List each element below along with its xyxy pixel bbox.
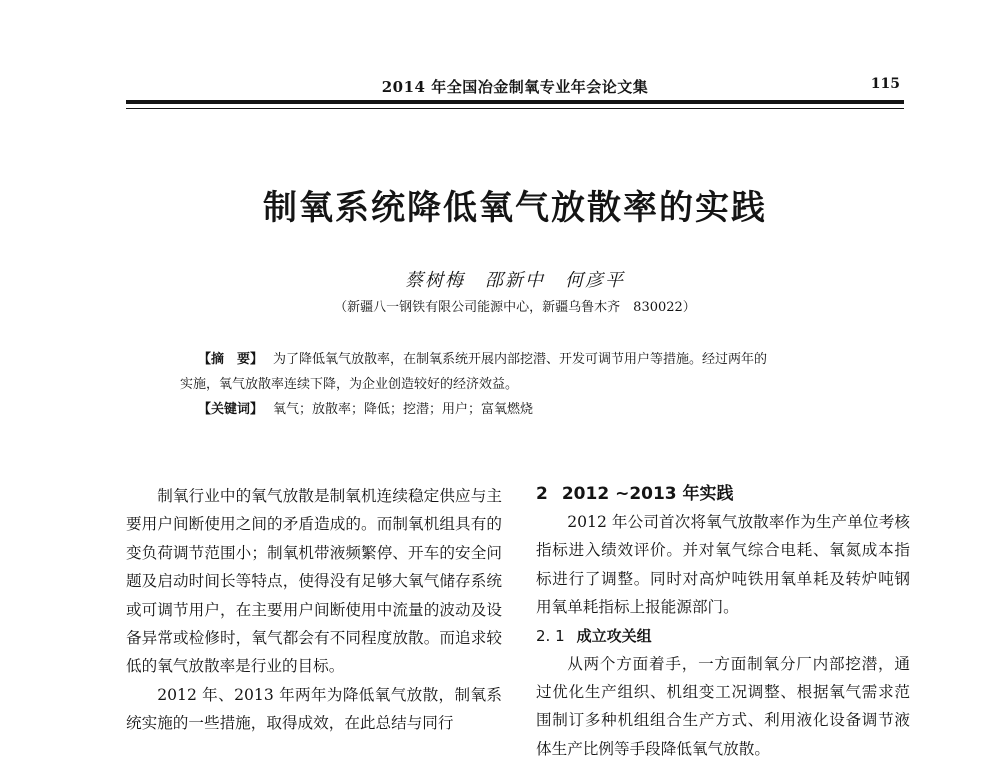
abstract-text-line2: 实施，氧气放散率连续下降，为企业创造较好的经济效益。 <box>180 377 519 392</box>
section2-1-paragraph-1: 从两个方面着手，一方面制氧分厂内部挖潜，通过优化生产组织、机组变工况调整、根据氧气需求范围制订多种机组组合生产方式、利用液化设备调节液体生产比例等手段降低氧气放散。 <box>536 654 910 758</box>
section2-paragraph-1: 2012 年公司首次将氧气放散率作为生产单位考核指标进入绩效评价。并对氧气综合电耗、氧氮成本指标进行了调整。同时对高炉吨铁用氧单耗及转炉吨钢用氧单耗指标上报能源部门。 <box>536 513 910 617</box>
keywords-label: 【关键词】 <box>198 402 264 417</box>
abstract-text-line1: 为了降低氧气放散率，在制氧系统开展内部挖潜、开发可调节用户等措施。经过两年的 <box>273 352 768 367</box>
right-column <box>536 480 910 763</box>
left-column <box>126 482 502 738</box>
paper-title: 制氧系统降低氧气放散率的实践 <box>263 188 767 228</box>
journal-title: 2014 年全国冶金制氧专业年会论文集 <box>381 78 649 96</box>
section-number: 2 <box>536 484 548 504</box>
author-list: 蔡树梅 邵新中 何彦平 <box>405 270 625 291</box>
abstract-block <box>180 347 860 422</box>
section-heading-2 <box>536 480 910 508</box>
page-number: 115 <box>870 76 900 92</box>
keywords-line <box>180 397 860 422</box>
header-rule-thick <box>126 100 904 104</box>
subsection-number: 2. 1 <box>536 626 565 645</box>
intro-paragraph-1: 制氧行业中的氧气放散是制氧机连续稳定供应与主要用户间断使用之间的矛盾造成的。而制氧机组具有的变负荷调节范围小；制氧机带液频繁停、开车的安全问题及启动时间长等特点，使得没有足够大氧气储存系统或可调节用户，在主要用户间断使用中流量的波动及设备异常或检修时，氧气都会有不同程度放散。而追求较低的氧气放散率是行业的目标。 <box>126 487 502 676</box>
intro-paragraph-2: 2012 年、2013 年两年为降低氧气放散，制氧系统实施的一些措施，取得成效，在此总结与同行 <box>126 685 502 733</box>
section-title: 2012 ~2013 年实践 <box>561 484 734 504</box>
abstract-first-line <box>180 347 860 372</box>
running-header <box>126 76 904 100</box>
subsection-heading-2-1 <box>536 622 910 650</box>
author-affiliation: （新疆八一钢铁有限公司能源中心，新疆乌鲁木齐 830022） <box>334 300 696 315</box>
abstract-label: 【摘 要】 <box>198 352 264 367</box>
subsection-title: 成立攻关组 <box>576 626 652 645</box>
keywords-text: 氧气；放散率；降低；挖潜；用户；富氧燃烧 <box>273 402 534 417</box>
header-rule-thin <box>126 108 904 109</box>
